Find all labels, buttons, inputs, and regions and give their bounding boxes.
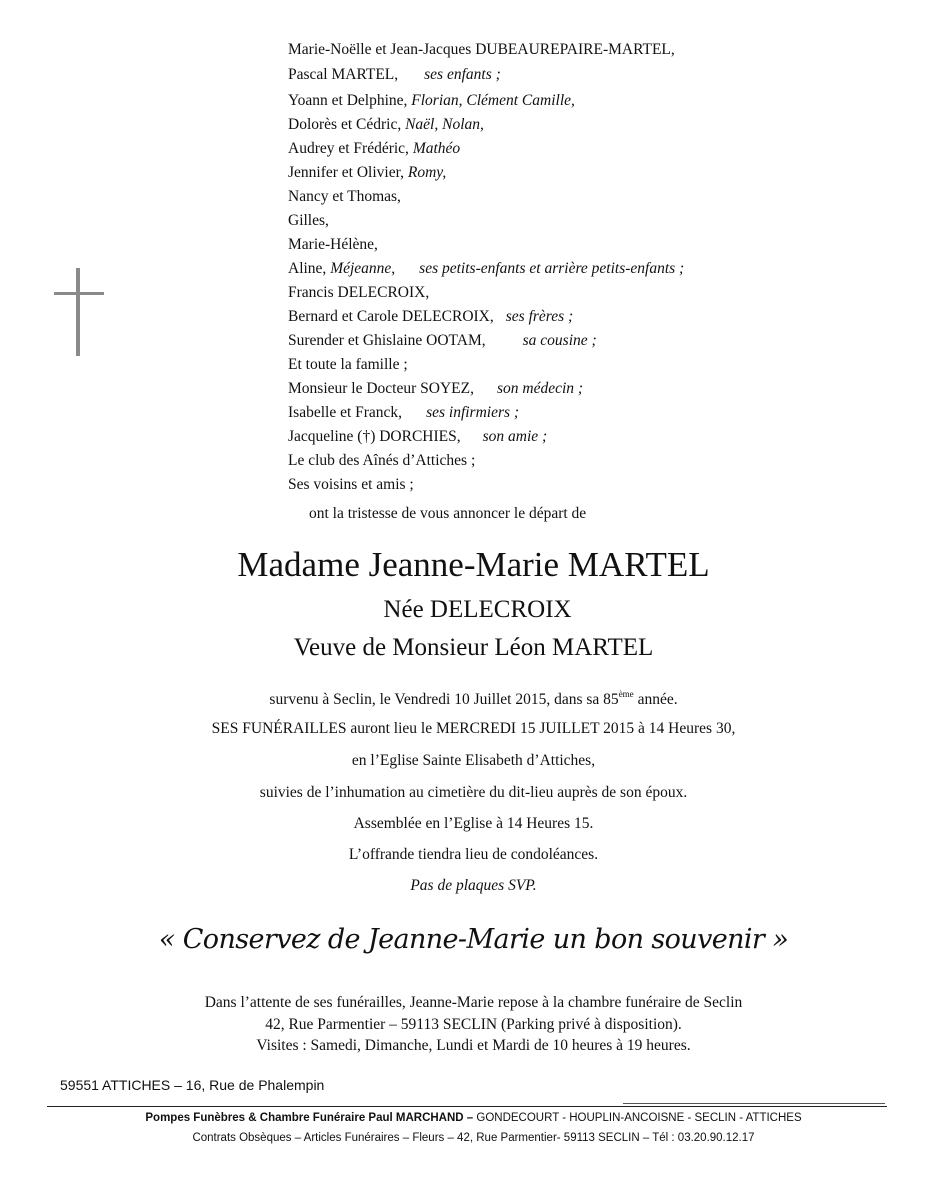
footer-company: Pompes Funèbres & Chambre Funéraire Paul MARCHAND – GONDECOURT - HOUPLIN-ANCOISNE - SECLIN - ATTICHES bbox=[145, 1112, 802, 1124]
family-role: son amie ; bbox=[482, 428, 548, 445]
divider-long bbox=[47, 1106, 887, 1107]
family-line: Le club des Aînés d’Attiches ; bbox=[288, 452, 476, 469]
family-role: ses infirmiers ; bbox=[426, 404, 520, 421]
visit-line-3: Visites : Samedi, Dimanche, Lundi et Mardi de 10 heures à 19 heures. bbox=[256, 1037, 691, 1054]
family-line: Ses voisins et amis ; bbox=[288, 476, 414, 493]
maiden-name: Née DELECROIX bbox=[383, 596, 572, 623]
family-line: Francis DELECROIX, bbox=[288, 284, 430, 301]
assembly-time: Assemblée en l’Eglise à 14 Heures 15. bbox=[353, 815, 594, 832]
family-role: sa cousine ; bbox=[522, 332, 597, 349]
cross-horizontal-bar bbox=[54, 292, 104, 295]
family-line: Surender et Ghislaine OOTAM, sa cousine ; bbox=[288, 332, 597, 349]
family-role: Naël, Nolan, bbox=[405, 116, 484, 133]
death-details: survenu à Seclin, le Vendredi 10 Juillet 2015, dans sa 85ème année. bbox=[269, 689, 678, 708]
visit-line-2: 42, Rue Parmentier – 59113 SECLIN (Parking privé à disposition). bbox=[265, 1016, 682, 1033]
burial-info: suivies de l’inhumation au cimetière du dit-lieu auprès de son époux. bbox=[259, 784, 688, 801]
family-list bbox=[288, 38, 928, 497]
widow-of: Veuve de Monsieur Léon MARTEL bbox=[293, 634, 654, 661]
cross-icon bbox=[54, 268, 104, 356]
family-role: Florian, Clément Camille, bbox=[411, 92, 575, 109]
family-role: ses enfants ; bbox=[424, 66, 501, 83]
divider-short bbox=[623, 1103, 885, 1104]
family-role: ses frères ; bbox=[505, 308, 574, 325]
family-line: Jacqueline (†) DORCHIES, son amie ; bbox=[288, 428, 548, 445]
family-role: son médecin ; bbox=[496, 380, 584, 397]
memorial-quote: « Conservez de Jeanne-Marie un bon souvenir » bbox=[158, 924, 789, 955]
family-line: Isabelle et Franck, ses infirmiers ; bbox=[288, 404, 520, 421]
family-line: Yoann et Delphine, Florian, Clément Camille, bbox=[288, 92, 575, 109]
family-line: Bernard et Carole DELECROIX, ses frères ; bbox=[288, 308, 574, 325]
family-address: 59551 ATTICHES – 16, Rue de Phalempin bbox=[60, 1077, 325, 1093]
cross-vertical-bar bbox=[76, 268, 80, 356]
family-line: Marie-Noëlle et Jean-Jacques DUBEAUREPAIRE-MARTEL, bbox=[288, 41, 675, 58]
family-role: ses petits-enfants et arrière petits-enfants ; bbox=[419, 260, 685, 277]
church-location: en l’Eglise Sainte Elisabeth d’Attiches, bbox=[351, 752, 596, 769]
no-plaques-note: Pas de plaques SVP. bbox=[410, 877, 537, 894]
family-role: Méjeanne, bbox=[330, 260, 396, 277]
family-line: Nancy et Thomas, bbox=[288, 188, 401, 205]
family-line: Audrey et Frédéric, Mathéo bbox=[288, 140, 461, 157]
deceased-name: Madame Jeanne-Marie MARTEL bbox=[237, 545, 710, 584]
footer-contracts: Contrats Obsèques – Articles Funéraires – Fleurs – 42, Rue Parmentier- 59113 SECLIN – Tél : 03.20.90.12.17 bbox=[192, 1132, 755, 1144]
family-line: Et toute la famille ; bbox=[288, 356, 408, 373]
family-line: Dolorès et Cédric, Naël, Nolan, bbox=[288, 116, 484, 133]
family-line: Marie-Hélène, bbox=[288, 236, 378, 253]
family-line: Pascal MARTEL, ses enfants ; bbox=[288, 66, 501, 83]
family-line: Gilles, bbox=[288, 212, 329, 229]
family-role: Romy, bbox=[407, 164, 447, 181]
offering-note: L’offrande tiendra lieu de condoléances. bbox=[348, 846, 599, 863]
family-role: Mathéo bbox=[412, 140, 461, 157]
funeral-date: SES FUNÉRAILLES auront lieu le MERCREDI 15 JUILLET 2015 à 14 Heures 30, bbox=[211, 720, 736, 737]
visit-line-1: Dans l’attente de ses funérailles, Jeanne-Marie repose à la chambre funéraire de Seclin bbox=[204, 994, 743, 1011]
family-line: Jennifer et Olivier, Romy, bbox=[288, 164, 447, 181]
family-line: Monsieur le Docteur SOYEZ, son médecin ; bbox=[288, 380, 584, 397]
family-line: Aline, Méjeanne, ses petits-enfants et arrière petits-enfants ; bbox=[288, 260, 685, 277]
